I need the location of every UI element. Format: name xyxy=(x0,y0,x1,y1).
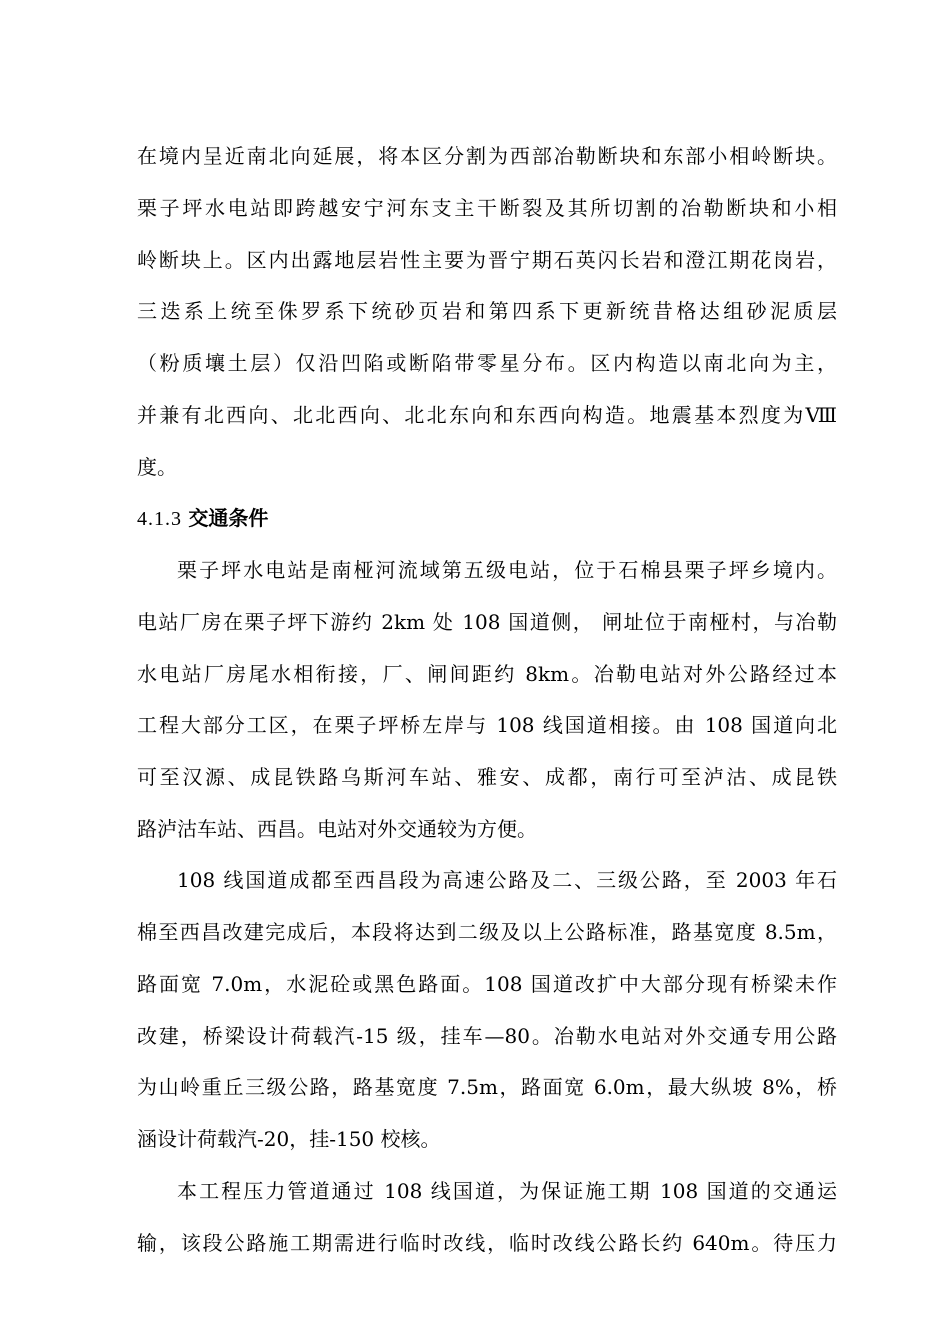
text-line: 改建，桥梁设计荷载汽-15 级，挂车—80。冶勒水电站对外交通专用公路 xyxy=(137,1024,837,1048)
text-line: 电站厂房在栗子坪下游约 2km 处 108 国道侧， 闸址位于南桠村，与冶勒 xyxy=(137,610,837,634)
text-line: 路面宽 7.0m，水泥砼或黑色路面。108 国道改扩中大部分现有桥梁未作 xyxy=(137,972,837,996)
text-line: 路泸沽车站、西昌。电站对外交通较为方便。 xyxy=(137,817,537,841)
text-line: 工程大部分工区，在栗子坪桥左岸与 108 线国道相接。由 108 国道向北 xyxy=(137,713,837,737)
text-line: 可至汉源、成昆铁路乌斯河车站、雅安、成都，南行可至泸沽、成昆铁 xyxy=(137,765,837,789)
text-line: 并兼有北西向、北北西向、北北东向和东西向构造。地震基本烈度为Ⅷ xyxy=(137,403,837,427)
text-line: 本工程压力管道通过 108 线国道，为保证施工期 108 国道的交通运 xyxy=(177,1179,837,1203)
section-heading xyxy=(137,505,268,532)
text-line: 栗子坪水电站即跨越安宁河东支主干断裂及其所切割的冶勒断块和小相 xyxy=(137,196,837,220)
text-line: 输，该段公路施工期需进行临时改线，临时改线公路长约 640m。待压力 xyxy=(137,1231,837,1255)
section-number: 4.1.3 xyxy=(137,508,182,530)
text-line: 度。 xyxy=(137,455,177,479)
text-line: 水电站厂房尾水相衔接，厂、闸间距约 8km。冶勒电站对外公路经过本 xyxy=(137,662,837,686)
text-line: 108 线国道成都至西昌段为高速公路及二、三级公路，至 2003 年石 xyxy=(177,868,837,892)
text-line: 为山岭重丘三级公路，路基宽度 7.5m，路面宽 6.0m，最大纵坡 8%，桥 xyxy=(137,1075,837,1099)
text-line: （粉质壤土层）仅沿凹陷或断陷带零星分布。区内构造以南北向为主， xyxy=(137,351,837,375)
text-line: 涵设计荷载汽-20，挂-150 校核。 xyxy=(137,1127,441,1151)
text-line: 栗子坪水电站是南桠河流域第五级电站，位于石棉县栗子坪乡境内。 xyxy=(177,558,837,582)
text-line: 在境内呈近南北向延展，将本区分割为西部冶勒断块和东部小相岭断块。 xyxy=(137,144,837,168)
text-line: 棉至西昌改建完成后，本段将达到二级及以上公路标准，路基宽度 8.5m， xyxy=(137,920,837,944)
text-line: 岭断块上。区内出露地层岩性主要为晋宁期石英闪长岩和澄江期花岗岩， xyxy=(137,248,837,272)
section-title: 交通条件 xyxy=(188,506,269,530)
text-line: 三迭系上统至侏罗系下统砂页岩和第四系下更新统昔格达组砂泥质层 xyxy=(137,299,837,323)
